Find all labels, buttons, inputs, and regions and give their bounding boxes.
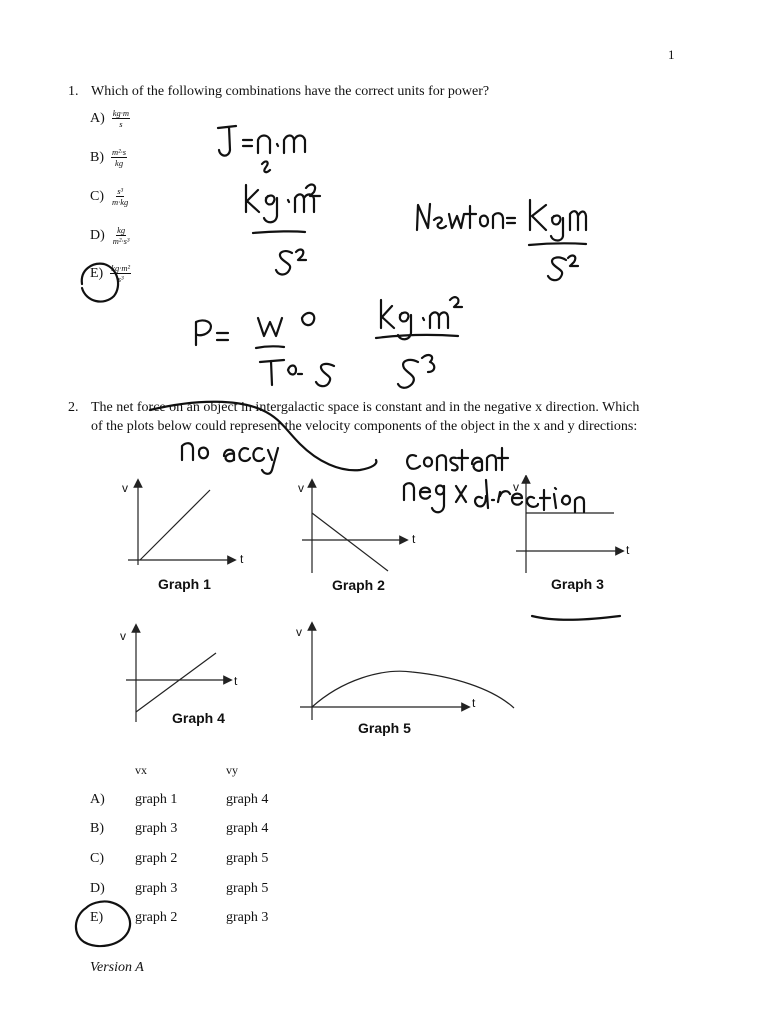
page-number: 1 (668, 47, 675, 62)
graph-title: Graph 3 (551, 576, 604, 592)
t-axis-label: t (626, 543, 630, 557)
v-axis-label: v (513, 480, 519, 494)
fraction-numerator: kg·m (112, 108, 130, 118)
choice-vx: graph 2 (135, 910, 178, 925)
fraction-denominator: m²·s³ (112, 236, 130, 246)
fraction-denominator: s³ (117, 274, 124, 284)
graph-title: Graph 4 (172, 710, 225, 726)
v-axis-label: v (120, 629, 126, 643)
fraction-numerator: kg (117, 225, 126, 235)
note-kg-m2-s3 (376, 297, 462, 388)
note-power (196, 313, 334, 386)
choice-letter: B) (90, 821, 104, 836)
q1-number: 1. (68, 84, 79, 99)
t-axis-label: t (472, 696, 476, 710)
choice-letter: E) (90, 266, 104, 282)
graph-3-underline (532, 616, 620, 620)
v-axis-label: v (122, 481, 128, 495)
choice-vy: graph 4 (226, 792, 269, 807)
note-newton (417, 200, 586, 280)
choice-vy: graph 3 (226, 910, 269, 925)
fraction-denominator: kg (115, 158, 124, 168)
choice-vx: graph 3 (135, 821, 178, 836)
version-label: Version A (90, 960, 144, 975)
q1-handwriting (0, 0, 768, 400)
t-axis-label: t (240, 552, 244, 566)
graph-title: Graph 2 (332, 577, 385, 593)
choice-vy: graph 4 (226, 821, 269, 836)
choice-letter: C) (90, 851, 104, 866)
note-kg-m2-s2 (246, 185, 320, 275)
choice-letter: E) (90, 910, 104, 925)
fraction-numerator: m²·s (112, 147, 127, 157)
answer-circle-q1 (82, 264, 118, 302)
t-axis-label: t (412, 532, 416, 546)
v-axis-label: v (296, 625, 302, 639)
fraction-numerator: kg·m² (111, 263, 131, 273)
table-header-vx: vx (135, 763, 147, 777)
q2-handwriting (0, 390, 768, 990)
q2-number: 2. (68, 400, 79, 415)
choice-letter: D) (90, 228, 105, 244)
note-no-acc-y (182, 443, 278, 474)
choice-letter: D) (90, 881, 105, 896)
q1-text: Which of the following combinations have the correct units for power? (91, 84, 490, 99)
choice-vx: graph 1 (135, 792, 178, 807)
choice-letter: B) (90, 150, 104, 166)
answer-circle-q2 (76, 901, 130, 946)
choice-vx: graph 2 (135, 851, 178, 866)
fraction-denominator: m·kg (112, 197, 129, 207)
graph-title: Graph 5 (358, 720, 411, 736)
choice-vx: graph 3 (135, 881, 178, 896)
graph-title: Graph 1 (158, 576, 211, 592)
fraction-denominator: s (119, 119, 123, 129)
q2-text: The net force on an object in intergalactic space is constant and in the negative x direction. Which of the plots below could represent the velocity components of the object in the x and y directions: (91, 400, 640, 434)
choice-letter: A) (90, 111, 105, 127)
t-axis-label: t (234, 674, 238, 688)
fraction-numerator: s³ (117, 186, 124, 196)
choice-letter: C) (90, 189, 104, 205)
note-constant (407, 448, 508, 471)
note-neg-x-direction (404, 480, 584, 512)
v-axis-label: v (298, 481, 304, 495)
choice-vy: graph 5 (226, 881, 269, 896)
choice-letter: A) (90, 792, 105, 807)
choice-vy: graph 5 (226, 851, 269, 866)
table-header-vy: vy (226, 763, 238, 777)
note-j-equals (218, 126, 305, 172)
